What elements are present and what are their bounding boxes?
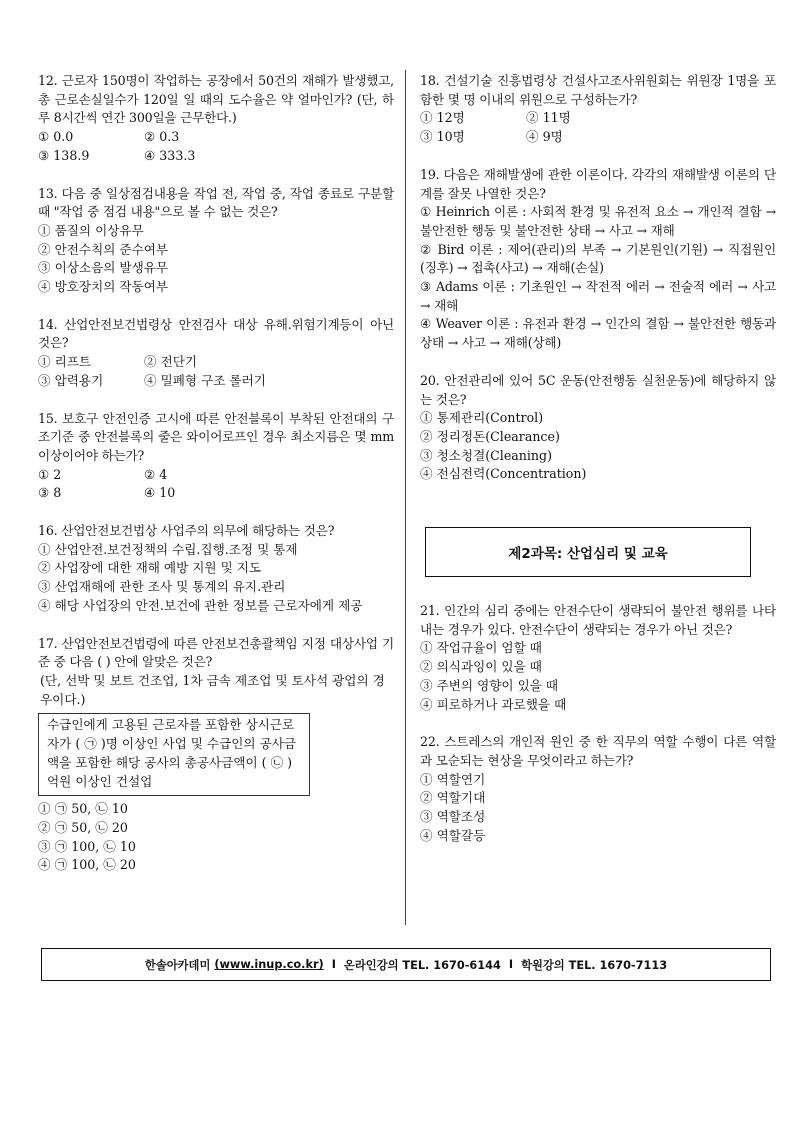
answer-options (38, 466, 394, 503)
question-21 (420, 602, 776, 714)
question-stem: 20. 안전관리에 있어 5C 운동(안전행동 실천운동)에 해당하지 않는 것은? (420, 372, 776, 407)
question-box: 수급인에게 고용된 근로자를 포함한 상시근로자가 ( ㉠ )명 이상인 사업 및 수급인의 공사금액을 포함한 해당 공사의 총공사금액이 ( ㉡ )억원 이상인 건설업 (38, 713, 310, 796)
question-19 (420, 166, 780, 353)
option: ④ 10 (144, 485, 176, 501)
option: ③ 주변의 영향이 있을 때 (420, 677, 559, 693)
question-stem: 22. 스트레스의 개인적 원인 중 한 직무의 역할 수행이 다른 역할과 모순되는 현상을 무엇이라고 하는가? (420, 734, 776, 768)
separator: I (508, 958, 514, 971)
footer-bar (41, 948, 771, 981)
question-16 (38, 522, 394, 616)
option: ③ 산업재해에 관한 조사 및 통계의 유지.관리 (38, 579, 286, 595)
option: ② 정리정돈(Clearance) (420, 428, 560, 444)
offline-contact: 학원강의 TEL. 1670-7113 (521, 958, 668, 972)
question-18 (420, 72, 776, 147)
option: ③ 138.9 (38, 147, 90, 163)
option: ① 품질의 이상유무 (38, 222, 144, 238)
option: ② 전단기 (144, 354, 198, 370)
option: ④ 9명 (526, 129, 563, 145)
option: ② 0.3 (144, 129, 180, 145)
answer-options (38, 128, 394, 165)
separator: I (331, 958, 336, 971)
question-22 (420, 733, 776, 845)
option: ② 11명 (526, 110, 571, 126)
option: ① 12명 (420, 110, 465, 126)
option: ④ 전심전력(Concentration) (420, 466, 587, 482)
question-17 (38, 635, 394, 875)
question-stem: 15. 보호구 안전인증 고시에 따른 안전블록이 부착된 안전대의 구조기준 중 안전블록의 줄은 와이어로프인 경우 최소지름은 몇 mm 이상이어야 하는가? (38, 410, 394, 463)
question-stem: 12. 근로자 150명이 작업하는 공장에서 50건의 재해가 발생했고, 총 근로손실일수가 120일 일 때의 도수율은 약 얼마인가? (단, 하루 8시간씩 연간 300일을 근무한다.) (38, 73, 394, 126)
option: ③ 8 (38, 485, 62, 501)
option: ③ Adams 이론 : 기초원인 → 작전적 에러 → 전술적 에러 → 사고 → 재해 (420, 279, 780, 313)
option: ② 의식과잉이 있을 때 (420, 659, 542, 675)
question-stem: 19. 다음은 재해발생에 관한 이론이다. 각각의 재해발생 이론의 단계를 잘못 나열한 것은? (420, 166, 776, 201)
option: ① ㉠ 50, ㉡ 10 (38, 801, 128, 817)
question-20 (420, 372, 776, 484)
online-contact: 온라인강의 TEL. 1670-6144 (343, 958, 501, 972)
option: ② 안전수칙의 준수여부 (38, 241, 169, 257)
question-stem: 13. 다음 중 일상점검내용을 작업 전, 작업 중, 작업 종료로 구분할 때 "작업 중 점검 내용"으로 볼 수 없는 것은? (38, 185, 394, 220)
option: ② 사업장에 대한 재해 예방 지원 및 지도 (38, 560, 262, 576)
option: ③ ㉠ 100, ㉡ 10 (38, 838, 136, 854)
option: ① 2 (38, 466, 62, 482)
option: ② Bird 이론 : 제어(관리)의 부족 → 기본원인(기원) → 직접원인(징후) → 접촉(사고) → 재해(손실) (420, 241, 776, 276)
answer-options (38, 353, 394, 390)
option: ③ 청소청결(Cleaning) (420, 447, 553, 463)
question-12 (38, 72, 394, 166)
option: ② 역할기대 (420, 790, 486, 806)
option: ④ 피로하거나 과로했을 때 (420, 696, 567, 712)
answer-options (420, 109, 776, 146)
subject-title: 제2과목: 산업심리 및 교육 (425, 527, 751, 577)
option: ③ 10명 (420, 129, 465, 145)
option: ④ Weaver 이론 : 유전과 환경 → 인간의 결함 → 불안전한 행동과 상태 → 사고 → 재해(상해) (420, 316, 780, 351)
question-note: (단, 선박 및 보트 건조업, 1차 금속 제조업 및 토사석 광업의 경우이다.) (40, 672, 385, 707)
option: ① 산업안전.보건정책의 수립.집행.조정 및 통제 (38, 541, 298, 557)
academy-name: 한솔아카데미 (144, 958, 211, 972)
question-stem: 16. 산업안전보건법상 사업주의 의무에 해당하는 것은? (38, 523, 335, 539)
right-column (420, 72, 780, 503)
option: ③ 역할조성 (420, 809, 486, 825)
question-13 (38, 185, 394, 297)
option: ③ 이상소음의 발생유무 (38, 260, 169, 276)
question-14 (38, 316, 394, 391)
option: ① 리프트 (38, 354, 92, 370)
right-column-lower (420, 602, 776, 864)
option: ① 통제관리(Control) (420, 410, 544, 426)
option: ③ 압력용기 (38, 372, 104, 388)
option: ② 4 (144, 466, 168, 482)
option: ① Heinrich 이론 : 사회적 환경 및 유전적 요소 → 개인적 결함 → 불안전한 행동 및 불안전한 상태 → 사고 → 재해 (420, 204, 780, 238)
left-column (38, 72, 394, 894)
question-stem: 17. 산업안전보건법령에 따른 안전보건총괄책임 지정 대상사업 기준 중 다음 ( ) 안에 알맞은 것은? (38, 635, 394, 670)
academy-url-link[interactable]: (www.inup.co.kr) (214, 958, 324, 971)
option: ① 작업규율이 엄할 때 (420, 640, 542, 656)
option: ④ ㉠ 100, ㉡ 20 (38, 857, 136, 873)
option: ④ 해당 사업장의 안전.보건에 관한 정보를 근로자에게 제공 (38, 597, 363, 613)
option: ④ 밀폐형 구조 롤러기 (144, 372, 266, 388)
option: ④ 역할갈등 (420, 827, 486, 843)
question-stem: 21. 인간의 심리 중에는 안전수단이 생략되어 불안전 행위를 나타내는 경우가 있다. 안전수단이 생략되는 경우가 아닌 것은? (420, 603, 776, 637)
option: ② ㉠ 50, ㉡ 20 (38, 819, 128, 835)
option: ④ 333.3 (144, 147, 196, 163)
question-15 (38, 410, 394, 504)
column-divider (405, 70, 406, 925)
question-stem: 14. 산업안전보건법령상 안전검사 대상 유해.위험기계등이 아닌 것은? (38, 316, 394, 351)
option: ① 0.0 (38, 129, 74, 145)
option: ④ 방호장치의 작동여부 (38, 279, 169, 295)
question-stem: 18. 건설기술 진흥법령상 건설사고조사위원회는 위원장 1명을 포함한 몇 명 이내의 위원으로 구성하는가? (420, 73, 776, 107)
option: ① 역할연기 (420, 771, 486, 787)
